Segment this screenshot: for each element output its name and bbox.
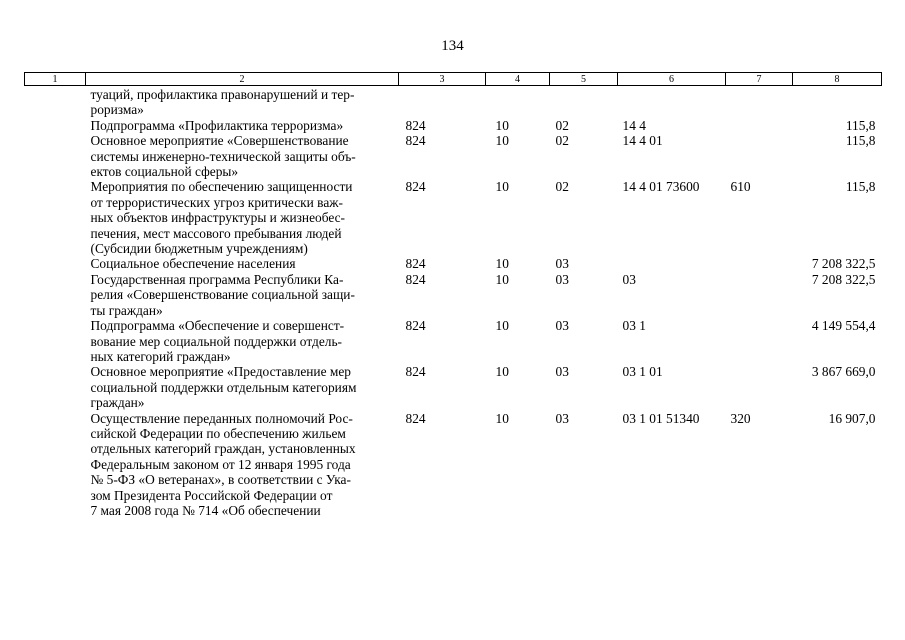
table-row bbox=[25, 364, 882, 410]
admin-code-cell: 824 bbox=[405, 364, 426, 380]
subsection-code-cell: 03 bbox=[555, 271, 569, 287]
item-name-cell bbox=[86, 86, 399, 118]
item-name-line: от террористических угроз критически важ- bbox=[90, 194, 343, 210]
amount-cell: 7 208 322,5 bbox=[811, 271, 876, 287]
row-number-cell bbox=[25, 411, 86, 519]
amount-cell: 4 149 554,4 bbox=[811, 318, 876, 334]
target-article-cell: 03 bbox=[622, 271, 636, 287]
target-article-cell bbox=[618, 86, 726, 118]
subsection-code-cell: 03 bbox=[555, 256, 569, 272]
item-name-line: отдельных категорий граждан, установленных bbox=[90, 441, 356, 457]
admin-code-cell: 824 bbox=[405, 256, 426, 272]
admin-code-cell: 824 bbox=[405, 410, 426, 426]
item-name-line: ектов социальной сферы» bbox=[90, 164, 239, 180]
item-name-cell bbox=[86, 318, 399, 364]
item-name-line: граждан» bbox=[90, 395, 145, 411]
header-col-4: 4 bbox=[486, 73, 550, 86]
subsection-code-cell: 03 bbox=[555, 364, 569, 380]
section-code-cell: 10 bbox=[495, 410, 509, 426]
row-number-cell bbox=[25, 133, 86, 179]
item-name-line: зом Президента Российской Федерации от bbox=[90, 487, 333, 503]
header-col-8: 8 bbox=[793, 73, 882, 86]
subsection-code-cell: 03 bbox=[555, 318, 569, 334]
admin-code-cell: 824 bbox=[405, 133, 426, 149]
page-number: 134 bbox=[441, 38, 464, 54]
admin-code-cell: 824 bbox=[405, 179, 426, 195]
amount-cell: 115,8 bbox=[845, 179, 876, 195]
expense-type-cell bbox=[726, 364, 793, 410]
header-col-3: 3 bbox=[399, 73, 486, 86]
section-code-cell: 10 bbox=[495, 179, 509, 195]
header-col-5: 5 bbox=[550, 73, 618, 86]
item-name-line: ных объектов инфраструктуры и жизнеобес- bbox=[90, 210, 346, 226]
subsection-code-cell: 03 bbox=[555, 410, 569, 426]
subsection-code-cell: 02 bbox=[555, 117, 569, 133]
section-code-cell: 10 bbox=[495, 133, 509, 149]
target-article-cell bbox=[618, 256, 726, 271]
row-number-cell bbox=[25, 86, 86, 118]
amount-cell: 115,8 bbox=[845, 117, 876, 133]
row-number-cell bbox=[25, 179, 86, 256]
amount-cell: 7 208 322,5 bbox=[811, 256, 876, 272]
item-name-cell bbox=[86, 411, 399, 519]
admin-code-cell: 824 bbox=[405, 271, 426, 287]
amount-cell: 115,8 bbox=[845, 133, 876, 149]
expense-type-cell bbox=[726, 256, 793, 271]
expense-type-cell bbox=[726, 318, 793, 364]
item-name-cell bbox=[86, 364, 399, 410]
section-code-cell: 10 bbox=[495, 256, 509, 272]
item-name-cell bbox=[86, 272, 399, 318]
table-row bbox=[25, 256, 882, 271]
target-article-cell: 14 4 bbox=[622, 117, 646, 133]
subsection-code-cell bbox=[550, 86, 618, 118]
item-name-line: печения, мест массового пребывания людей bbox=[90, 225, 342, 241]
target-article-cell: 03 1 01 bbox=[622, 364, 663, 380]
header-col-1: 1 bbox=[25, 73, 86, 86]
expense-type-cell bbox=[726, 86, 793, 118]
item-name-line: Подпрограмма «Обеспечение и совершенст- bbox=[90, 318, 345, 334]
expense-type-cell: 610 bbox=[730, 179, 751, 195]
item-name-line: релия «Совершенствование социальной защи- bbox=[90, 287, 355, 303]
item-name-cell bbox=[86, 256, 399, 271]
expense-type-cell bbox=[726, 118, 793, 133]
expense-type-cell bbox=[726, 133, 793, 179]
item-name-line: ты граждан» bbox=[90, 302, 163, 318]
subsection-code-cell: 02 bbox=[555, 179, 569, 195]
amount-cell bbox=[793, 86, 882, 118]
admin-code-cell bbox=[399, 86, 486, 118]
budget-table bbox=[24, 72, 882, 518]
header-row bbox=[25, 73, 882, 86]
table-row bbox=[25, 118, 882, 133]
section-code-cell: 10 bbox=[495, 117, 509, 133]
item-name-line: Федеральным законом от 12 января 1995 года bbox=[90, 456, 351, 472]
header-col-6: 6 bbox=[618, 73, 726, 86]
row-number-cell bbox=[25, 118, 86, 133]
amount-cell: 3 867 669,0 bbox=[811, 364, 876, 380]
section-code-cell: 10 bbox=[495, 364, 509, 380]
target-article-cell: 14 4 01 bbox=[622, 133, 663, 149]
table-body bbox=[25, 86, 882, 519]
expense-type-cell bbox=[726, 272, 793, 318]
row-number-cell bbox=[25, 364, 86, 410]
row-number-cell bbox=[25, 256, 86, 271]
table-row bbox=[25, 133, 882, 179]
section-code-cell: 10 bbox=[495, 318, 509, 334]
section-code-cell bbox=[486, 86, 550, 118]
target-article-cell: 03 1 01 51340 bbox=[622, 410, 700, 426]
admin-code-cell: 824 bbox=[405, 117, 426, 133]
target-article-cell: 03 1 bbox=[622, 318, 646, 334]
item-name-line: Подпрограмма «Профилактика терроризма» bbox=[90, 117, 344, 133]
item-name-line: сийской Федерации по обеспечению жильем bbox=[90, 425, 346, 441]
item-name-cell bbox=[86, 179, 399, 256]
table-row bbox=[25, 318, 882, 364]
amount-cell: 16 907,0 bbox=[828, 410, 876, 426]
admin-code-cell: 824 bbox=[405, 318, 426, 334]
item-name-line: Социальное обеспечение населения bbox=[90, 256, 296, 272]
item-name-line: (Субсидии бюджетным учреждениям) bbox=[90, 241, 308, 257]
expense-type-cell: 320 bbox=[730, 410, 751, 426]
row-number-cell bbox=[25, 318, 86, 364]
row-number-cell bbox=[25, 272, 86, 318]
section-code-cell: 10 bbox=[495, 271, 509, 287]
table-row bbox=[25, 179, 882, 256]
target-article-cell: 14 4 01 73600 bbox=[622, 179, 700, 195]
header-col-2: 2 bbox=[86, 73, 399, 86]
header-col-7: 7 bbox=[726, 73, 793, 86]
item-name-cell bbox=[86, 118, 399, 133]
item-name-line: роризма» bbox=[90, 102, 144, 118]
item-name-line: Основное мероприятие «Предоставление мер bbox=[90, 364, 351, 380]
item-name-line: социальной поддержки отдельным категориям bbox=[90, 379, 357, 395]
table-row bbox=[25, 411, 882, 519]
item-name-line: Мероприятия по обеспечению защищенности bbox=[90, 179, 353, 195]
item-name-line: Основное мероприятие «Совершенствование bbox=[90, 133, 349, 149]
item-name-line: вование мер социальной поддержки отдель- bbox=[90, 333, 343, 349]
item-name-line: Осуществление переданных полномочий Рос- bbox=[90, 410, 353, 426]
item-name-line: системы инженерно-технической защиты объ- bbox=[90, 148, 356, 164]
table-row bbox=[25, 86, 882, 118]
item-name-line: № 5-ФЗ «О ветеранах», в соответствии с Ука- bbox=[90, 472, 351, 488]
item-name-line: Государственная программа Республики Ка- bbox=[90, 271, 344, 287]
item-name-cell bbox=[86, 133, 399, 179]
table-row bbox=[25, 272, 882, 318]
item-name-line: ных категорий граждан» bbox=[90, 348, 231, 364]
item-name-line: туаций, профилактика правонарушений и тер- bbox=[90, 87, 355, 102]
subsection-code-cell: 02 bbox=[555, 133, 569, 149]
item-name-line: 7 мая 2008 года № 714 «Об обеспечении bbox=[90, 502, 321, 518]
